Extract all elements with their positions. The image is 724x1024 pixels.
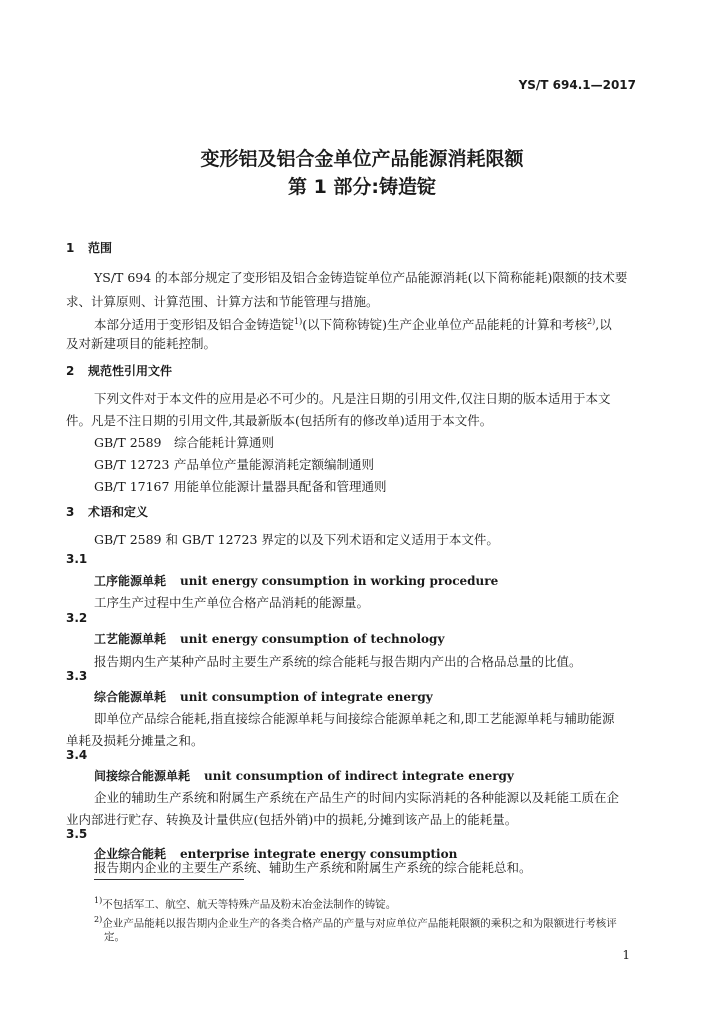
paragraph-line: 及对新建项目的能耗控制。 <box>66 336 217 351</box>
section-1-heading <box>66 238 112 258</box>
footnote-continuation: 定。 <box>104 931 125 943</box>
term-number: 3.2 <box>66 611 88 625</box>
reference-code: GB/T 12723 <box>94 457 170 472</box>
page-number: 1 <box>622 948 630 962</box>
footnote-mark: 1) <box>94 896 103 905</box>
term-definition: 报告期内企业的主要生产系统、辅助生产系统和附属生产系统的综合能耗总和。 <box>94 860 532 875</box>
term-number: 3.5 <box>66 827 88 841</box>
term-number: 3.3 <box>66 669 88 683</box>
footnote-mark: 2) <box>94 915 103 924</box>
standard-number: YS/T 694.1—2017 <box>518 78 636 92</box>
reference-code: GB/T 2589 <box>94 435 162 450</box>
footnote-text: 企业产品能耗以报告期内企业生产的各类合格产品的产量与对应单位产品能耗限额的乘积之和为限额进行考核评 <box>102 917 617 930</box>
term-zh: 综合能源单耗 <box>94 690 167 704</box>
section-3-heading <box>66 502 148 522</box>
text-run: 本部分适用于变形铝及铝合金铸造锭 <box>94 317 295 333</box>
footnote-ref: 2) <box>587 317 596 326</box>
reference-title: 综合能耗计算通则 <box>174 435 275 450</box>
footnote-ref: 1) <box>294 317 303 326</box>
term-definition: 单耗及损耗分摊量之和。 <box>66 733 204 748</box>
term-number: 3.4 <box>66 748 88 762</box>
term-definition: 即单位产品综合能耗,指直接综合能源单耗与间接综合能源单耗之和,即工艺能源单耗与辅助能源 <box>94 711 615 726</box>
paragraph-line: GB/T 2589 和 GB/T 12723 界定的以及下列术语和定义适用于本文件。 <box>94 532 499 547</box>
section-2-heading <box>66 361 172 381</box>
section-title: 范围 <box>88 241 113 255</box>
reference-code: GB/T 17167 <box>94 479 170 494</box>
reference-title: 用能单位能源计量器具配备和管理通则 <box>174 479 387 494</box>
term-heading <box>94 571 498 591</box>
term-en: unit consumption of indirect integrate energy <box>204 769 514 783</box>
term-en: unit energy consumption in working procedure <box>180 574 499 588</box>
term-definition: 报告期内生产某种产品时主要生产系统的综合能耗与报告期内产出的合格品总量的比值。 <box>94 654 582 669</box>
reference-item <box>94 433 274 453</box>
section-title: 规范性引用文件 <box>88 364 173 378</box>
term-zh: 工序能源单耗 <box>94 574 167 588</box>
term-definition: 工序生产过程中生产单位合格产品消耗的能源量。 <box>94 595 370 610</box>
footnote-separator <box>94 879 244 880</box>
section-number: 3 <box>66 505 75 519</box>
section-title: 术语和定义 <box>88 505 149 519</box>
paragraph-line: YS/T 694 的本部分规定了变形铝及铝合金铸造锭单位产品能源消耗(以下简称能耗)限额的技术要 <box>94 270 628 285</box>
paragraph-line <box>94 312 612 335</box>
document-title: 变形铝及铝合金单位产品能源消耗限额 <box>200 148 524 170</box>
reference-item <box>94 477 387 497</box>
term-heading <box>94 629 444 649</box>
footnote-text: 不包括军工、航空、航天等特殊产品及粉末冶金法制作的铸锭。 <box>102 898 397 911</box>
reference-item <box>94 455 374 475</box>
document-subtitle: 第 1 部分:铸造锭 <box>287 176 437 198</box>
term-heading <box>94 687 433 707</box>
paragraph-line: 件。凡是不注日期的引用文件,其最新版本(包括所有的修改单)适用于本文件。 <box>66 413 493 428</box>
term-definition: 企业的辅助生产系统和附属生产系统在产品生产的时间内实际消耗的各种能源以及耗能工质在企 <box>94 790 620 805</box>
term-definition: 业内部进行贮存、转换及计量供应(包括外销)中的损耗,分摊到该产品上的能耗量。 <box>66 812 518 827</box>
reference-title: 产品单位产量能源消耗定额编制通则 <box>174 457 375 472</box>
section-number: 1 <box>66 241 75 255</box>
term-en: enterprise integrate energy consumption <box>180 847 458 861</box>
term-en: unit energy consumption of technology <box>180 632 445 646</box>
text-run: (以下简称铸锭)生产企业单位产品能耗的计算和考核 <box>302 317 587 333</box>
text-run: ,以 <box>595 317 612 333</box>
term-en: unit consumption of integrate energy <box>180 690 433 704</box>
term-number: 3.1 <box>66 552 88 566</box>
term-zh: 企业综合能耗 <box>94 847 167 861</box>
paragraph-line: 下列文件对于本文件的应用是必不可少的。凡是注日期的引用文件,仅注日期的版本适用于本文 <box>94 391 611 406</box>
term-zh: 工艺能源单耗 <box>94 632 167 646</box>
term-heading <box>94 766 514 786</box>
section-number: 2 <box>66 364 75 378</box>
term-zh: 间接综合能源单耗 <box>94 769 191 783</box>
paragraph-line: 求、计算原则、计算范围、计算方法和节能管理与措施。 <box>66 294 379 309</box>
footnote <box>94 911 617 933</box>
